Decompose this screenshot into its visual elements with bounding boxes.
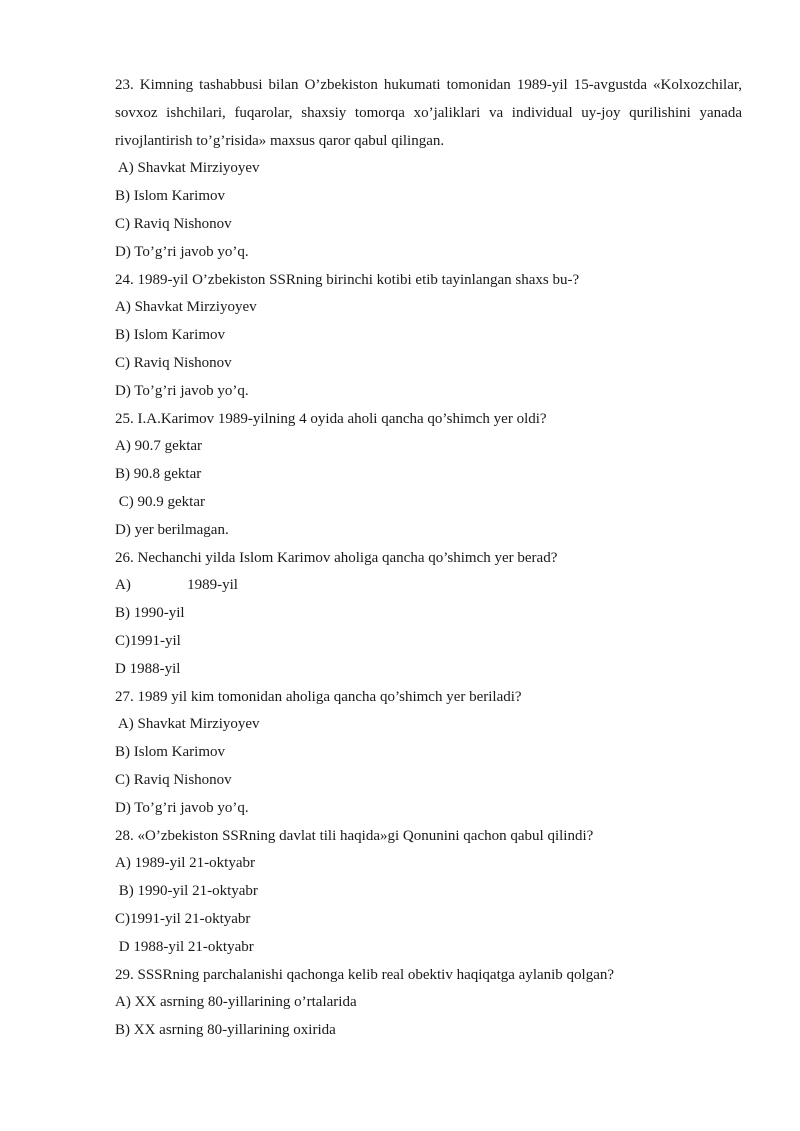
question-25-text: 25. I.A.Karimov 1989-yilning 4 oyida aholi qancha qo’shimch yer oldi? [115, 410, 547, 427]
question-25-option-d: D) yer berilmagan. [115, 521, 229, 538]
question-23-option-a: A) Shavkat Mirziyoyev [115, 160, 260, 177]
question-25-option-a: A) 90.7 gektar [115, 438, 203, 455]
question-26-text: 26. Nechanchi yilda Islom Karimov aholiga qancha qo’shimch yer berad? [115, 549, 558, 566]
question-25-option-b: B) 90.8 gektar [115, 466, 202, 483]
question-27-option-a: A) Shavkat Mirziyoyev [115, 716, 260, 733]
question-29-option-a: A) XX asrning 80-yillarining o’rtalarida [115, 994, 357, 1011]
question-24-text: 24. 1989-yil O’zbekiston SSRning birinchi kotibi etib tayinlangan shaxs bu-? [115, 271, 580, 288]
question-23-option-d: D) To’g’ri javob yo’q. [115, 243, 249, 260]
question-28-option-b: B) 1990-yil 21-oktyabr [115, 883, 258, 900]
question-23-text: 23. Kimning tashabbusi bilan O’zbekiston hukumati tomonidan 1989-yil 15-avgustda «Kolxozchilar, sovxoz ishchilari, fuqarolar, shaxsiy tomorqa xo’jaliklari va individual uy-joy qurilishini yanada rivojlantirish to’g’risida» maxsus qaror qabul qilingan. [115, 77, 742, 149]
question-24-option-d: D) To’g’ri javob yo’q. [115, 382, 249, 399]
question-29-text: 29. SSSRning parchalanishi qachonga kelib real obektiv haqiqatga aylanib qolgan? [115, 966, 615, 983]
question-26-option-a: A) 1989-yil [115, 577, 238, 594]
question-28-option-c: C)1991-yil 21-oktyabr [115, 910, 251, 927]
question-27-text: 27. 1989 yil kim tomonidan aholiga qancha qo’shimch yer beriladi? [115, 688, 522, 705]
question-25-option-c: C) 90.9 gektar [115, 493, 205, 510]
question-23-option-c: C) Raviq Nishonov [115, 215, 232, 232]
question-29-option-b: B) XX asrning 80-yillarining oxirida [115, 1022, 336, 1039]
question-27-option-c: C) Raviq Nishonov [115, 771, 232, 788]
question-27-option-b: B) Islom Karimov [115, 744, 225, 761]
question-26-option-d: D 1988-yil [115, 660, 181, 677]
question-26-option-b: B) 1990-yil [115, 605, 185, 622]
question-27-option-d: D) To’g’ri javob yo’q. [115, 799, 249, 816]
question-24-option-b: B) Islom Karimov [115, 327, 225, 344]
question-28-option-d: D 1988-yil 21-oktyabr [115, 938, 254, 955]
question-26-option-c: C)1991-yil [115, 632, 181, 649]
question-28-text: 28. «O’zbekiston SSRning davlat tili haqida»gi Qonunini qachon qabul qilindi? [115, 827, 594, 844]
question-24-option-c: C) Raviq Nishonov [115, 354, 232, 371]
document-page [115, 72, 742, 1045]
question-23-option-b: B) Islom Karimov [115, 188, 225, 205]
question-28-option-a: A) 1989-yil 21-oktyabr [115, 855, 255, 872]
question-24-option-a: A) Shavkat Mirziyoyev [115, 299, 257, 316]
